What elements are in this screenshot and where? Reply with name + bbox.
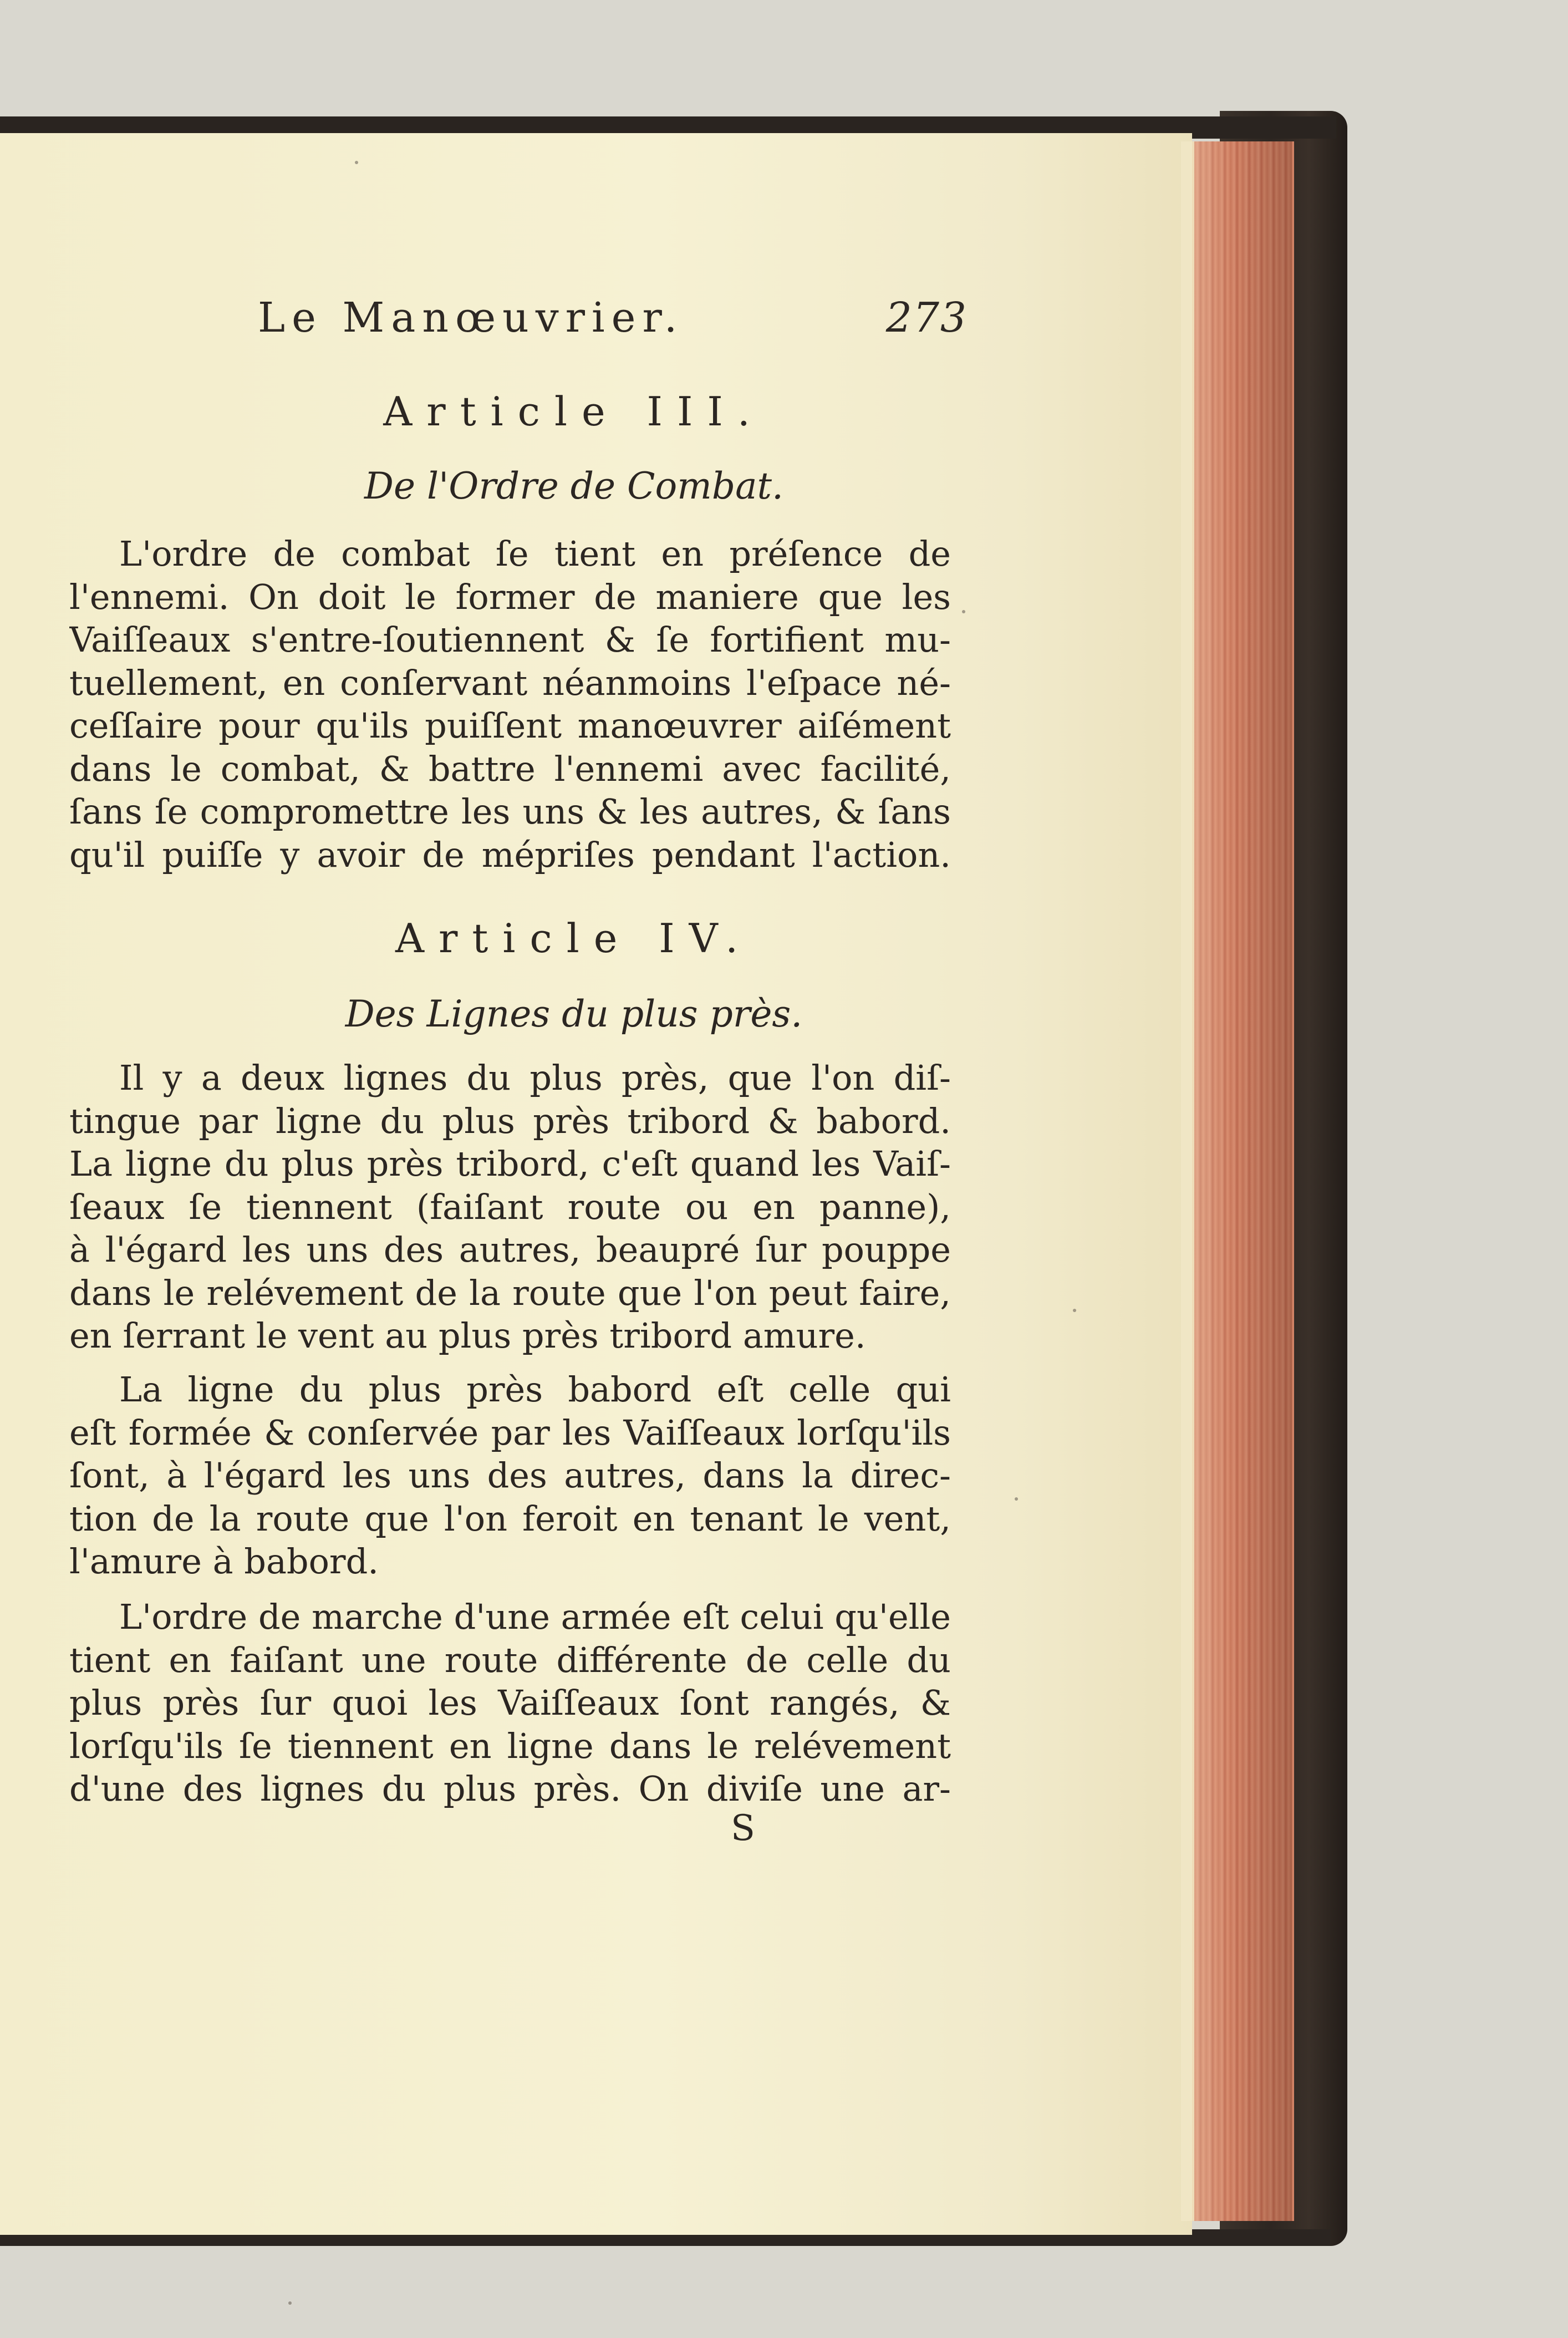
- text-line: qu'il puiſſe y avoir de mépriſes pendant l'action.: [69, 834, 951, 875]
- text-line: à l'égard les uns des autres, beaupré ſur pouppe: [69, 1229, 951, 1270]
- page-gutter-edge: [1181, 141, 1193, 2221]
- text-line: eſt formée & conſervée par les Vaiſſeaux lorſqu'ils: [69, 1412, 951, 1453]
- article-4-paragraph-2: [69, 1368, 951, 1583]
- article-3-subtitle: De l'Ordre de Combat.: [364, 465, 783, 507]
- article-4-heading: Article IV.: [395, 915, 752, 962]
- page-edges-shading: [1192, 141, 1292, 2221]
- text-line: d'une des lignes du plus près. On diviſe une ar-: [69, 1768, 951, 1809]
- text-line: ſont, à l'égard les uns des autres, dans la direc-: [69, 1455, 951, 1496]
- text-line: Il y a deux lignes du plus près, que l'on diſ-: [119, 1058, 951, 1098]
- article-3-paragraph: [69, 532, 951, 876]
- text-line: dans le combat, & battre l'ennemi avec facilité,: [69, 748, 951, 789]
- page-number: 273: [885, 294, 968, 342]
- text-line: Vaiſſeaux s'entre-ſoutiennent & ſe fortifient mu-: [69, 619, 951, 660]
- text-line: plus près ſur quoi les Vaiſſeaux ſont rangés, &: [69, 1683, 951, 1723]
- article-4-subtitle: Des Lignes du plus près.: [345, 993, 803, 1035]
- text-line: La ligne du plus près babord eſt celle qui: [119, 1369, 951, 1410]
- text-column: [69, 0, 951, 2338]
- text-line: tient en faiſant une route différente de celle du: [69, 1639, 951, 1680]
- text-line: en ſerrant le vent au plus près tribord amure.: [69, 1315, 866, 1356]
- dust-speck: [962, 610, 965, 613]
- text-line: tingue par ligne du plus près tribord & babord.: [69, 1100, 951, 1141]
- text-line: La ligne du plus près tribord, c'eſt quand les Vaiſ-: [69, 1143, 951, 1184]
- article-4-paragraph-3: [69, 1595, 951, 1811]
- text-line: L'ordre de marche d'une armée eſt celui qu'elle: [119, 1597, 951, 1637]
- text-line: L'ordre de combat ſe tient en préſence de: [119, 533, 951, 574]
- text-line: l'ennemi. On doit le former de maniere que les: [69, 576, 951, 617]
- text-line: ceſſaire pour qu'ils puiſſent manœuvrer aiſément: [69, 705, 951, 746]
- text-line: ſeaux ſe tiennent (faiſant route ou en panne),: [69, 1186, 951, 1227]
- text-line: l'amure à babord.: [69, 1541, 379, 1582]
- article-3-heading: Article III.: [383, 388, 765, 435]
- text-line: dans le relévement de la route que l'on peut faire,: [69, 1272, 951, 1313]
- article-4-paragraph-1: [69, 1056, 951, 1358]
- text-line: lorſqu'ils ſe tiennent en ligne dans le relévement: [69, 1725, 951, 1766]
- text-line: tuellement, en conſervant néanmoins l'eſpace né-: [69, 662, 951, 703]
- running-head-title: Le Manœuvrier.: [258, 294, 684, 342]
- signature-mark: S: [731, 1808, 755, 1849]
- dust-speck: [1073, 1309, 1076, 1312]
- text-line: tion de la route que l'on feroit en tenant le vent,: [69, 1498, 951, 1539]
- text-line: ſans ſe compromettre les uns & les autres, & ſans: [69, 791, 951, 832]
- dust-speck: [1015, 1497, 1018, 1501]
